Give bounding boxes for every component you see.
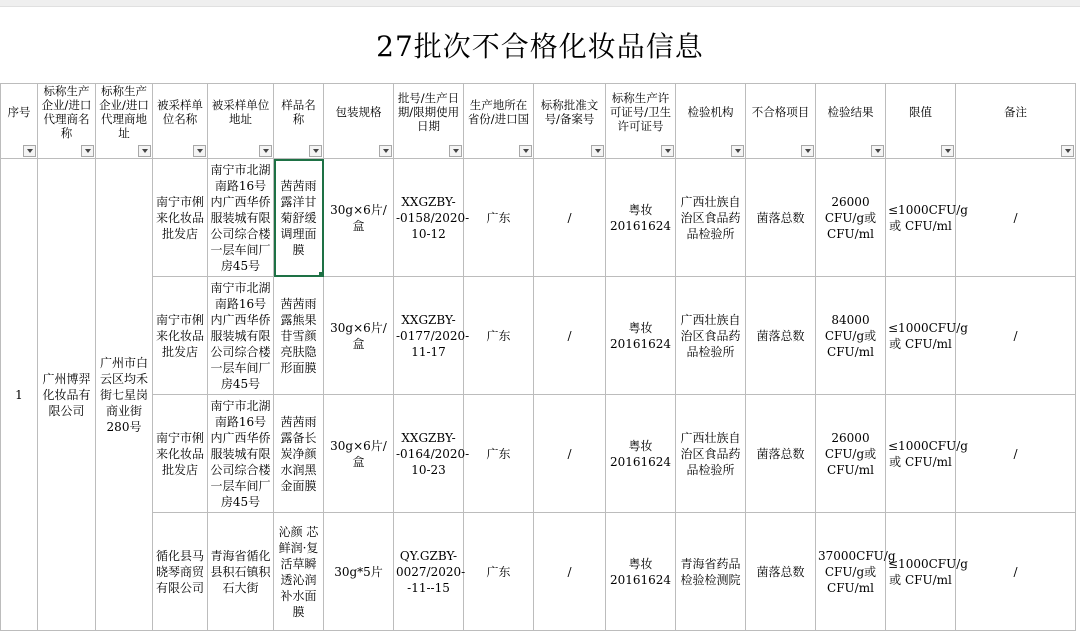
col-header-manufacturer-address: 标称生产企业/进口代理商地址 (96, 84, 153, 159)
cell-approval[interactable]: / (534, 277, 606, 395)
table-row (1, 159, 1076, 277)
cell-limit[interactable]: ≤1000CFU/g或 CFU/ml (886, 513, 956, 631)
table-row (1, 395, 1076, 513)
cell-item[interactable]: 菌落总数 (746, 395, 816, 513)
col-header-spec: 包装规格 (324, 84, 394, 159)
cell-note[interactable]: / (956, 513, 1076, 631)
filter-dropdown-icon[interactable] (519, 145, 532, 157)
filter-dropdown-icon[interactable] (193, 145, 206, 157)
cell-manufacturer-address[interactable]: 广州市白云区均禾街七星岗商业街280号 (96, 159, 153, 631)
results-table (0, 83, 1076, 631)
cell-license[interactable]: 粤妆20161624 (606, 395, 676, 513)
filter-dropdown-icon[interactable] (801, 145, 814, 157)
cell-result[interactable]: 84000 CFU/g或CFU/ml (816, 277, 886, 395)
cell-batch[interactable]: QY.GZBY-0027/2020--11--15 (394, 513, 464, 631)
cell-product[interactable]: 茜茜雨露熊果苷雪颜亮肤隐形面膜 (274, 277, 324, 395)
filter-dropdown-icon[interactable] (731, 145, 744, 157)
cell-result[interactable]: 26000 CFU/g或CFU/ml (816, 159, 886, 277)
col-header-unit: 被采样单位名称 (153, 84, 208, 159)
col-header-limit: 限值 (886, 84, 956, 159)
cell-batch[interactable]: XXGZBY--0164/2020-10-23 (394, 395, 464, 513)
cell-license[interactable]: 粤妆20161624 (606, 159, 676, 277)
page-title: 27批次不合格化妆品信息 (376, 30, 704, 63)
cell-lab[interactable]: 广西壮族自治区食品药品检验所 (676, 159, 746, 277)
cell-product[interactable]: 茜茜雨露备长炭净颜水润黑金面膜 (274, 395, 324, 513)
col-header-note: 备注 (956, 84, 1076, 159)
col-header-manufacturer: 标称生产企业/进口代理商名称 (38, 84, 96, 159)
cell-item[interactable]: 菌落总数 (746, 277, 816, 395)
col-header-item: 不合格项目 (746, 84, 816, 159)
cell-unit-address[interactable]: 南宁市北湖南路16号内广西华侨服装城有限公司综合楼一层车间厂房45号 (208, 395, 274, 513)
filter-dropdown-icon[interactable] (591, 145, 604, 157)
filter-dropdown-icon[interactable] (871, 145, 884, 157)
table-row (1, 513, 1076, 631)
cell-lab[interactable]: 青海省药品检验检测院 (676, 513, 746, 631)
cell-unit[interactable]: 南宁市俐来化妆品批发店 (153, 277, 208, 395)
cell-unit[interactable]: 南宁市俐来化妆品批发店 (153, 395, 208, 513)
cell-limit[interactable]: ≤1000CFU/g或 CFU/ml (886, 277, 956, 395)
cell-batch[interactable]: XXGZBY--0158/2020-10-12 (394, 159, 464, 277)
cell-unit[interactable]: 南宁市俐来化妆品批发店 (153, 159, 208, 277)
filter-dropdown-icon[interactable] (661, 145, 674, 157)
toolbar-strip (0, 0, 1080, 7)
cell-item[interactable]: 菌落总数 (746, 159, 816, 277)
cell-license[interactable]: 粤妆20161624 (606, 513, 676, 631)
col-header-unit-address: 被采样单位地址 (208, 84, 274, 159)
cell-license[interactable]: 粤妆20161624 (606, 277, 676, 395)
cell-origin[interactable]: 广东 (464, 395, 534, 513)
cell-unit-address[interactable]: 青海省循化县积石镇积石大街 (208, 513, 274, 631)
header-row (1, 84, 1076, 159)
cell-seq[interactable]: 1 (1, 159, 38, 631)
cell-spec[interactable]: 30g×6片/盒 (324, 277, 394, 395)
cell-result[interactable]: 26000 CFU/g或CFU/ml (816, 395, 886, 513)
cell-note[interactable]: / (956, 159, 1076, 277)
cell-approval[interactable]: / (534, 513, 606, 631)
filter-dropdown-icon[interactable] (941, 145, 954, 157)
col-header-result: 检验结果 (816, 84, 886, 159)
cell-batch[interactable]: XXGZBY--0177/2020-11-17 (394, 277, 464, 395)
cell-approval[interactable]: / (534, 395, 606, 513)
cell-unit-address[interactable]: 南宁市北湖南路16号内广西华侨服装城有限公司综合楼一层车间厂房45号 (208, 277, 274, 395)
cell-unit[interactable]: 循化县马晓琴商贸有限公司 (153, 513, 208, 631)
cell-limit[interactable]: ≤1000CFU/g或 CFU/ml (886, 159, 956, 277)
cell-manufacturer[interactable]: 广州博羿化妆品有限公司 (38, 159, 96, 631)
cell-spec[interactable]: 30g×6片/盒 (324, 159, 394, 277)
cell-lab[interactable]: 广西壮族自治区食品药品检验所 (676, 277, 746, 395)
col-header-product: 样品名称 (274, 84, 324, 159)
cell-origin[interactable]: 广东 (464, 159, 534, 277)
cell-spec[interactable]: 30g*5片 (324, 513, 394, 631)
filter-dropdown-icon[interactable] (449, 145, 462, 157)
cell-item[interactable]: 菌落总数 (746, 513, 816, 631)
cell-result[interactable]: 37000CFU/g CFU/g或CFU/ml (816, 513, 886, 631)
col-header-license: 标称生产许可证号/卫生许可证号 (606, 84, 676, 159)
filter-dropdown-icon[interactable] (138, 145, 151, 157)
cell-approval[interactable]: / (534, 159, 606, 277)
cell-origin[interactable]: 广东 (464, 513, 534, 631)
col-header-seq: 序号 (1, 84, 38, 159)
col-header-approval: 标称批准文号/备案号 (534, 84, 606, 159)
cell-origin[interactable]: 广东 (464, 277, 534, 395)
cell-note[interactable]: / (956, 277, 1076, 395)
filter-dropdown-icon[interactable] (259, 145, 272, 157)
cell-product-selected[interactable]: 茜茜雨露洋甘菊舒缓调理面膜 (274, 159, 324, 277)
filter-dropdown-icon[interactable] (309, 145, 322, 157)
cell-lab[interactable]: 广西壮族自治区食品药品检验所 (676, 395, 746, 513)
col-header-batch: 批号/生产日期/限期使用日期 (394, 84, 464, 159)
filter-dropdown-icon[interactable] (379, 145, 392, 157)
cell-note[interactable]: / (956, 395, 1076, 513)
col-header-origin: 生产地所在省份/进口国 (464, 84, 534, 159)
filter-dropdown-icon[interactable] (81, 145, 94, 157)
cell-limit[interactable]: ≤1000CFU/g或 CFU/ml (886, 395, 956, 513)
cell-product[interactable]: 沁颜 芯鲜润·复活草瞬透沁润补水面膜 (274, 513, 324, 631)
cell-unit-address[interactable]: 南宁市北湖南路16号内广西华侨服装城有限公司综合楼一层车间厂房45号 (208, 159, 274, 277)
table-row (1, 277, 1076, 395)
filter-dropdown-icon[interactable] (23, 145, 36, 157)
cell-spec[interactable]: 30g×6片/盒 (324, 395, 394, 513)
col-header-lab: 检验机构 (676, 84, 746, 159)
filter-dropdown-icon[interactable] (1061, 145, 1074, 157)
